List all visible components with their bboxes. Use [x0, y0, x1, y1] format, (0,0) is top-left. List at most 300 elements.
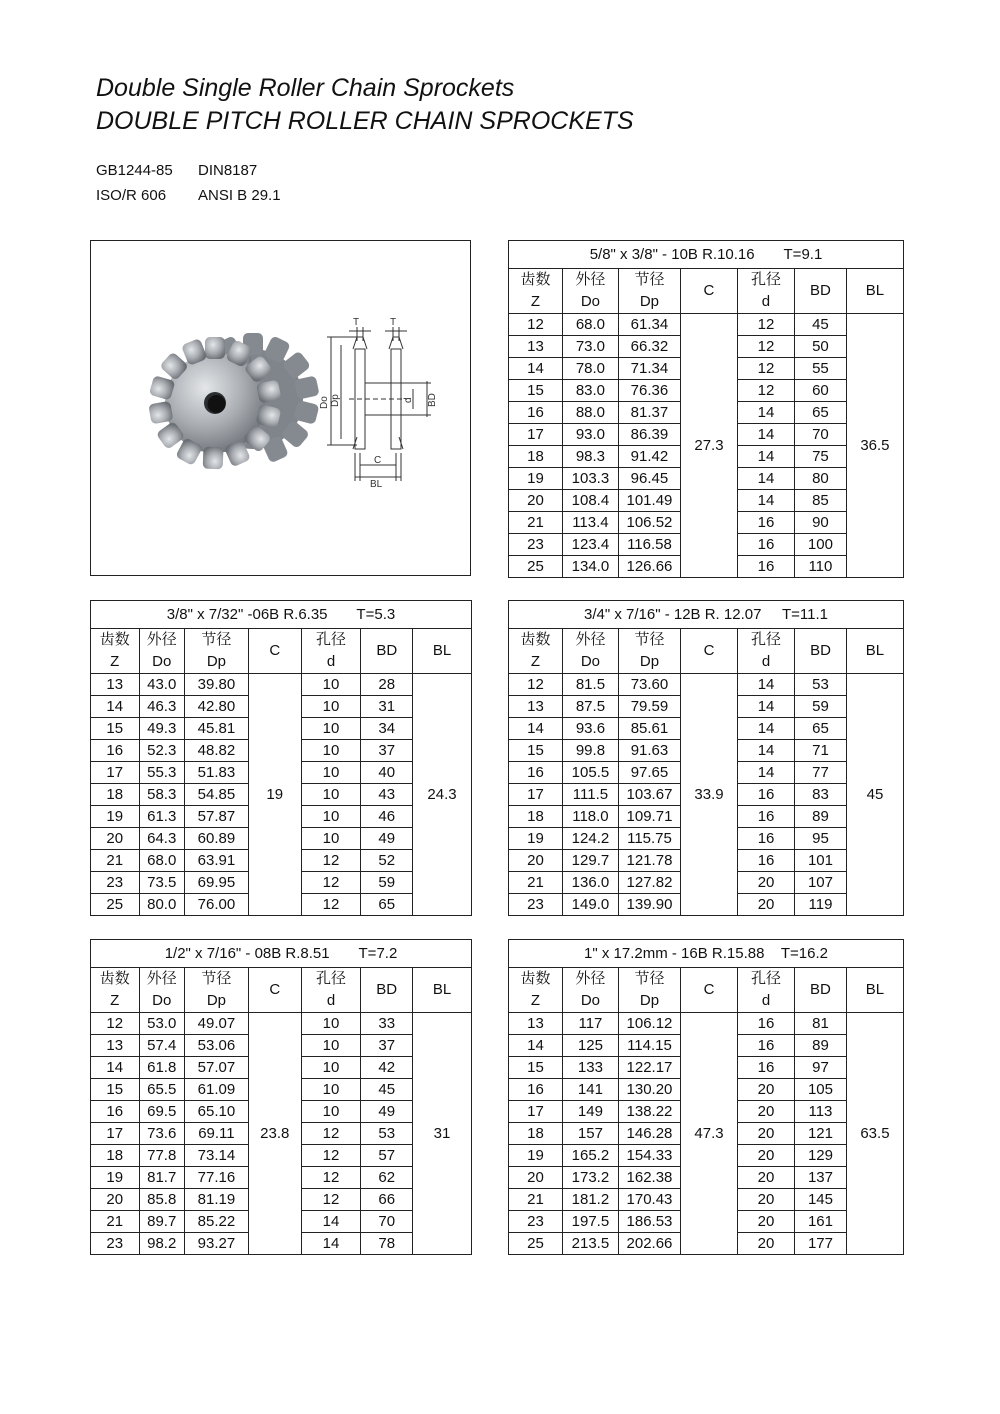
bore-cell: 12 [301, 872, 361, 894]
bore-cell: 10 [301, 740, 361, 762]
pitch-diameter-cell: 91.42 [618, 446, 680, 468]
column-header-label: 外径 [575, 631, 606, 648]
dim-label: BD [427, 393, 438, 407]
bore-cell: 14 [301, 1233, 361, 1255]
column-header-label: C [703, 282, 715, 299]
bd-cell: 62 [361, 1167, 413, 1189]
teeth-cell: 12 [91, 1013, 140, 1035]
table-row [509, 314, 904, 336]
bl-value-cell: 31 [413, 1013, 472, 1255]
column-header [139, 629, 184, 674]
bd-cell: 177 [795, 1233, 847, 1255]
dim-label: Dp [330, 394, 341, 407]
bore-cell: 16 [738, 806, 795, 828]
bd-cell: 80 [794, 468, 846, 490]
teeth-cell: 19 [91, 1167, 140, 1189]
column-header-symbol: Do [580, 992, 601, 1009]
outer-diameter-cell: 117 [562, 1013, 618, 1035]
outer-diameter-cell: 53.0 [139, 1013, 184, 1035]
pitch-diameter-cell: 79.59 [618, 696, 680, 718]
bd-cell: 45 [361, 1079, 413, 1101]
bore-cell: 10 [301, 696, 361, 718]
bore-cell: 16 [737, 556, 794, 578]
column-header-label: BL [432, 981, 452, 998]
column-header [139, 968, 184, 1013]
column-header-label: BL [865, 282, 885, 299]
teeth-cell: 23 [509, 894, 563, 916]
column-header-symbol: Z [530, 293, 541, 310]
pitch-diameter-cell: 49.07 [184, 1013, 248, 1035]
teeth-cell: 15 [509, 740, 563, 762]
bore-cell: 10 [301, 762, 361, 784]
pitch-diameter-cell: 138.22 [618, 1101, 680, 1123]
teeth-cell: 19 [509, 828, 563, 850]
bore-cell: 12 [737, 380, 794, 402]
bore-cell: 16 [737, 534, 794, 556]
bore-cell: 20 [738, 1189, 795, 1211]
column-header [509, 269, 563, 314]
teeth-cell: 21 [509, 872, 563, 894]
outer-diameter-cell: 52.3 [139, 740, 184, 762]
outer-diameter-cell: 46.3 [139, 696, 184, 718]
bd-cell: 40 [361, 762, 413, 784]
column-header [562, 629, 618, 674]
bd-cell: 70 [794, 424, 846, 446]
column-header-label: BL [865, 642, 885, 659]
bore-cell: 20 [738, 1167, 795, 1189]
column-header-label: C [269, 642, 281, 659]
column-header [184, 968, 248, 1013]
column-header-label: C [703, 642, 715, 659]
standard-code: ANSI B 29.1 [198, 187, 281, 204]
column-header [618, 269, 680, 314]
pitch-diameter-cell: 61.09 [184, 1079, 248, 1101]
column-header-label: 齿数 [520, 631, 551, 648]
teeth-cell: 17 [509, 1101, 563, 1123]
outer-diameter-cell: 165.2 [562, 1145, 618, 1167]
pitch-diameter-cell: 81.37 [618, 402, 680, 424]
column-header [680, 269, 737, 314]
bore-cell: 20 [738, 1211, 795, 1233]
bd-cell: 43 [361, 784, 413, 806]
column-header-symbol: Dp [639, 653, 660, 670]
bore-cell: 14 [738, 674, 795, 696]
bore-cell: 20 [738, 894, 795, 916]
c-value-cell: 27.3 [680, 314, 737, 578]
bd-cell: 75 [794, 446, 846, 468]
bd-cell: 77 [795, 762, 847, 784]
column-header [301, 968, 361, 1013]
column-header-symbol: d [326, 992, 336, 1009]
teeth-cell: 20 [91, 1189, 140, 1211]
column-header-label: 节径 [201, 970, 232, 987]
table-caption: 1" x 17.2mm - 16B R.15.88 T=16.2 [509, 940, 904, 968]
pitch-diameter-cell: 122.17 [618, 1057, 680, 1079]
pitch-diameter-cell: 115.75 [618, 828, 680, 850]
bore-cell: 16 [738, 1057, 795, 1079]
bd-cell: 70 [361, 1211, 413, 1233]
column-header-symbol: Dp [639, 293, 660, 310]
teeth-cell: 17 [509, 424, 563, 446]
outer-diameter-cell: 87.5 [562, 696, 618, 718]
outer-diameter-cell: 68.0 [139, 850, 184, 872]
column-header-symbol: d [761, 293, 771, 310]
standard-code: GB1244-85 [96, 162, 173, 179]
column-header-label: BD [376, 642, 398, 659]
column-header [738, 968, 795, 1013]
table-caption: 5/8" x 3/8" - 10B R.10.16 T=9.1 [509, 241, 904, 269]
pitch-diameter-cell: 126.66 [618, 556, 680, 578]
outer-diameter-cell: 181.2 [562, 1189, 618, 1211]
outer-diameter-cell: 58.3 [139, 784, 184, 806]
bore-cell: 16 [737, 512, 794, 534]
product-illustration-panel [90, 240, 471, 576]
teeth-cell: 25 [509, 1233, 563, 1255]
teeth-cell: 16 [509, 762, 563, 784]
outer-diameter-cell: 55.3 [139, 762, 184, 784]
bd-cell: 97 [795, 1057, 847, 1079]
bd-cell: 53 [795, 674, 847, 696]
bd-cell: 50 [794, 336, 846, 358]
dim-label: Do [319, 396, 330, 409]
bd-cell: 46 [361, 806, 413, 828]
table-row [509, 674, 904, 696]
pitch-diameter-cell: 106.12 [618, 1013, 680, 1035]
column-header-symbol: Dp [206, 992, 227, 1009]
bore-cell: 10 [301, 1101, 361, 1123]
dimension-drawing [319, 317, 438, 490]
outer-diameter-cell: 108.4 [562, 490, 618, 512]
column-header [413, 629, 472, 674]
column-header [248, 968, 301, 1013]
bore-cell: 14 [737, 490, 794, 512]
teeth-cell: 13 [509, 696, 563, 718]
pitch-diameter-cell: 39.80 [184, 674, 248, 696]
outer-diameter-cell: 136.0 [562, 872, 618, 894]
teeth-cell: 17 [91, 1123, 140, 1145]
bl-value-cell: 45 [846, 674, 903, 916]
column-header-symbol: d [761, 992, 771, 1009]
pitch-diameter-cell: 139.90 [618, 894, 680, 916]
bore-cell: 16 [738, 1013, 795, 1035]
bd-cell: 49 [361, 828, 413, 850]
teeth-cell: 23 [91, 872, 140, 894]
column-header-label: 外径 [575, 271, 606, 288]
pitch-diameter-cell: 77.16 [184, 1167, 248, 1189]
pitch-diameter-cell: 154.33 [618, 1145, 680, 1167]
bore-cell: 12 [301, 850, 361, 872]
outer-diameter-cell: 134.0 [562, 556, 618, 578]
pitch-diameter-cell: 116.58 [618, 534, 680, 556]
teeth-cell: 13 [91, 1035, 140, 1057]
bore-cell: 12 [737, 358, 794, 380]
column-header-symbol: Do [580, 653, 601, 670]
bd-cell: 57 [361, 1145, 413, 1167]
title-line-1: Double Single Roller Chain Sprockets [96, 74, 515, 102]
column-header [618, 968, 680, 1013]
spec-table-08B [90, 939, 472, 1255]
outer-diameter-cell: 57.4 [139, 1035, 184, 1057]
bore-cell: 10 [301, 784, 361, 806]
teeth-cell: 15 [91, 718, 140, 740]
pitch-diameter-cell: 127.82 [618, 872, 680, 894]
column-header-label: 齿数 [520, 970, 551, 987]
bore-cell: 10 [301, 1013, 361, 1035]
bd-cell: 145 [795, 1189, 847, 1211]
pitch-diameter-cell: 73.60 [618, 674, 680, 696]
standards-line-1 [96, 162, 257, 179]
outer-diameter-cell: 98.3 [562, 446, 618, 468]
bl-value-cell: 36.5 [846, 314, 903, 578]
c-value-cell: 47.3 [681, 1013, 738, 1255]
teeth-cell: 19 [509, 1145, 563, 1167]
bore-cell: 10 [301, 674, 361, 696]
column-header [361, 968, 413, 1013]
bd-cell: 59 [361, 872, 413, 894]
bore-cell: 20 [738, 1145, 795, 1167]
bl-value-cell: 63.5 [846, 1013, 903, 1255]
column-header [509, 968, 563, 1013]
c-value-cell: 33.9 [681, 674, 738, 916]
outer-diameter-cell: 113.4 [562, 512, 618, 534]
bd-cell: 105 [795, 1079, 847, 1101]
outer-diameter-cell: 73.5 [139, 872, 184, 894]
bd-cell: 33 [361, 1013, 413, 1035]
teeth-cell: 19 [91, 806, 140, 828]
bd-cell: 110 [794, 556, 846, 578]
bore-cell: 12 [301, 1145, 361, 1167]
bore-cell: 16 [738, 1035, 795, 1057]
outer-diameter-cell: 111.5 [562, 784, 618, 806]
outer-diameter-cell: 81.7 [139, 1167, 184, 1189]
bore-cell: 16 [738, 828, 795, 850]
bd-cell: 66 [361, 1189, 413, 1211]
pitch-diameter-cell: 96.45 [618, 468, 680, 490]
pitch-diameter-cell: 121.78 [618, 850, 680, 872]
teeth-cell: 18 [91, 1145, 140, 1167]
outer-diameter-cell: 61.8 [139, 1057, 184, 1079]
pitch-diameter-cell: 45.81 [184, 718, 248, 740]
outer-diameter-cell: 64.3 [139, 828, 184, 850]
teeth-cell: 15 [509, 380, 563, 402]
bore-cell: 14 [737, 468, 794, 490]
column-header-label: 齿数 [99, 631, 130, 648]
pitch-diameter-cell: 71.34 [618, 358, 680, 380]
column-header [846, 269, 903, 314]
column-header-label: 齿数 [520, 271, 551, 288]
column-header-label: BL [865, 981, 885, 998]
column-header [846, 968, 903, 1013]
column-header [681, 629, 738, 674]
pitch-diameter-cell: 69.11 [184, 1123, 248, 1145]
column-header-label: 孔径 [315, 970, 346, 987]
column-header [795, 968, 847, 1013]
bore-cell: 14 [737, 402, 794, 424]
bd-cell: 45 [794, 314, 846, 336]
dim-label: d [403, 397, 414, 403]
column-header-symbol: Z [110, 653, 120, 670]
column-header-label: 孔径 [750, 271, 781, 288]
column-header [361, 629, 413, 674]
bore-cell: 20 [738, 1101, 795, 1123]
column-header-label: BD [810, 981, 831, 998]
bd-cell: 119 [795, 894, 847, 916]
outer-diameter-cell: 157 [562, 1123, 618, 1145]
teeth-cell: 20 [509, 490, 563, 512]
teeth-cell: 14 [509, 1035, 563, 1057]
column-header [795, 629, 847, 674]
spec-table-16B [508, 939, 904, 1255]
bd-cell: 83 [795, 784, 847, 806]
outer-diameter-cell: 69.5 [139, 1101, 184, 1123]
outer-diameter-cell: 93.6 [562, 718, 618, 740]
outer-diameter-cell: 68.0 [562, 314, 618, 336]
teeth-cell: 17 [91, 762, 140, 784]
column-header [248, 629, 301, 674]
bore-cell: 14 [737, 446, 794, 468]
pitch-diameter-cell: 76.00 [184, 894, 248, 916]
column-header [738, 629, 795, 674]
bore-cell: 10 [301, 718, 361, 740]
sprocket-photo [148, 333, 319, 469]
pitch-diameter-cell: 76.36 [618, 380, 680, 402]
outer-diameter-cell: 105.5 [562, 762, 618, 784]
table-caption: 1/2" x 7/16" - 08B R.8.51 T=7.2 [91, 940, 472, 968]
outer-diameter-cell: 141 [562, 1079, 618, 1101]
column-header-label: 外径 [575, 970, 606, 987]
bd-cell: 101 [795, 850, 847, 872]
table-caption: 3/8" x 7/32" -06B R.6.35 T=5.3 [91, 601, 472, 629]
teeth-cell: 13 [509, 336, 563, 358]
bd-cell: 129 [795, 1145, 847, 1167]
teeth-cell: 25 [91, 894, 140, 916]
column-header-symbol: d [761, 653, 771, 670]
column-header-label: 节径 [634, 271, 665, 288]
column-header-label: 孔径 [316, 631, 347, 648]
bd-cell: 55 [794, 358, 846, 380]
pitch-diameter-cell: 60.89 [184, 828, 248, 850]
pitch-diameter-cell: 103.67 [618, 784, 680, 806]
teeth-cell: 20 [91, 828, 140, 850]
column-header [846, 629, 903, 674]
bd-cell: 37 [361, 1035, 413, 1057]
pitch-diameter-cell: 57.87 [184, 806, 248, 828]
bore-cell: 16 [738, 850, 795, 872]
column-header-label: 节径 [634, 970, 665, 987]
column-header-symbol: d [326, 653, 336, 670]
pitch-diameter-cell: 73.14 [184, 1145, 248, 1167]
column-header-symbol: Do [152, 653, 172, 670]
standard-code: ISO/R 606 [96, 187, 167, 204]
dim-label: T [390, 317, 397, 328]
bore-cell: 12 [301, 1167, 361, 1189]
teeth-cell: 13 [509, 1013, 563, 1035]
outer-diameter-cell: 99.8 [562, 740, 618, 762]
bore-cell: 12 [301, 1123, 361, 1145]
outer-diameter-cell: 103.3 [562, 468, 618, 490]
table-row [91, 674, 472, 696]
bore-cell: 12 [301, 894, 361, 916]
outer-diameter-cell: 173.2 [562, 1167, 618, 1189]
teeth-cell: 16 [91, 740, 140, 762]
bore-cell: 14 [737, 424, 794, 446]
bd-cell: 107 [795, 872, 847, 894]
pitch-diameter-cell: 51.83 [184, 762, 248, 784]
bore-cell: 20 [738, 872, 795, 894]
column-header-label: C [269, 981, 281, 998]
bd-cell: 71 [795, 740, 847, 762]
spec-table-12B [508, 600, 904, 916]
pitch-diameter-cell: 63.91 [184, 850, 248, 872]
bd-cell: 49 [361, 1101, 413, 1123]
column-header [184, 629, 248, 674]
teeth-cell: 14 [91, 1057, 140, 1079]
c-value-cell: 23.8 [248, 1013, 301, 1255]
column-header-label: 节径 [634, 631, 665, 648]
column-header [509, 629, 563, 674]
column-header-label: 齿数 [99, 970, 130, 987]
dim-label: C [374, 455, 382, 466]
pitch-diameter-cell: 114.15 [618, 1035, 680, 1057]
bore-cell: 12 [737, 336, 794, 358]
outer-diameter-cell: 213.5 [562, 1233, 618, 1255]
column-header-symbol: Do [152, 992, 172, 1009]
pitch-diameter-cell: 53.06 [184, 1035, 248, 1057]
teeth-cell: 15 [91, 1079, 140, 1101]
teeth-cell: 20 [509, 1167, 563, 1189]
teeth-cell: 21 [91, 1211, 140, 1233]
outer-diameter-cell: 133 [562, 1057, 618, 1079]
bore-cell: 12 [301, 1189, 361, 1211]
pitch-diameter-cell: 101.49 [618, 490, 680, 512]
bd-cell: 31 [361, 696, 413, 718]
pitch-diameter-cell: 86.39 [618, 424, 680, 446]
pitch-diameter-cell: 66.32 [618, 336, 680, 358]
outer-diameter-cell: 89.7 [139, 1211, 184, 1233]
bore-cell: 20 [738, 1079, 795, 1101]
pitch-diameter-cell: 109.71 [618, 806, 680, 828]
bore-cell: 14 [738, 718, 795, 740]
bd-cell: 137 [795, 1167, 847, 1189]
column-header [91, 629, 140, 674]
pitch-diameter-cell: 186.53 [618, 1211, 680, 1233]
pitch-diameter-cell: 57.07 [184, 1057, 248, 1079]
bd-cell: 100 [794, 534, 846, 556]
bore-cell: 10 [301, 828, 361, 850]
dim-label: BL [370, 479, 383, 490]
column-header [618, 629, 680, 674]
teeth-cell: 16 [91, 1101, 140, 1123]
bd-cell: 89 [795, 1035, 847, 1057]
bd-cell: 81 [795, 1013, 847, 1035]
column-header-label: 孔径 [750, 970, 781, 987]
outer-diameter-cell: 49.3 [139, 718, 184, 740]
bd-cell: 60 [794, 380, 846, 402]
bd-cell: 121 [795, 1123, 847, 1145]
pitch-diameter-cell: 97.65 [618, 762, 680, 784]
column-header-symbol: Z [530, 653, 541, 670]
outer-diameter-cell: 85.8 [139, 1189, 184, 1211]
teeth-cell: 23 [91, 1233, 140, 1255]
outer-diameter-cell: 73.6 [139, 1123, 184, 1145]
column-header [562, 269, 618, 314]
c-value-cell: 19 [248, 674, 301, 916]
pitch-diameter-cell: 130.20 [618, 1079, 680, 1101]
column-header [562, 968, 618, 1013]
teeth-cell: 16 [509, 402, 563, 424]
outer-diameter-cell: 123.4 [562, 534, 618, 556]
table-caption: 3/4" x 7/16" - 12B R. 12.07 T=11.1 [509, 601, 904, 629]
